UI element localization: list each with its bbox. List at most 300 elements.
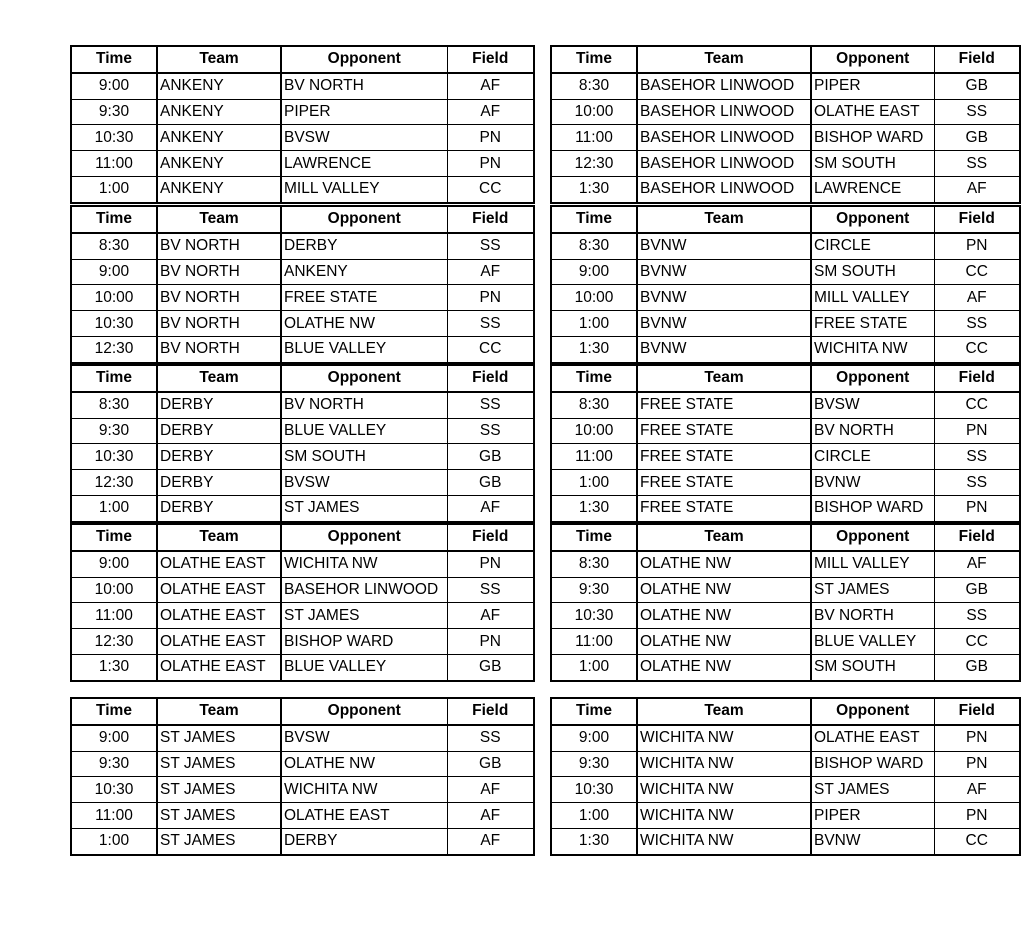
header-opponent: Opponent <box>811 365 934 392</box>
cell-time: 10:00 <box>71 577 157 603</box>
cell-team: BV NORTH <box>157 233 281 259</box>
table-row <box>551 654 1020 680</box>
table-row <box>71 73 534 99</box>
cell-time: 1:30 <box>551 495 637 521</box>
cell-time: 10:00 <box>551 285 637 311</box>
cell-field: CC <box>447 176 534 202</box>
table-row <box>551 495 1020 521</box>
cell-time: 9:30 <box>551 577 637 603</box>
table-row <box>71 233 534 259</box>
cell-team: ST JAMES <box>157 828 281 854</box>
cell-field: PN <box>447 125 534 151</box>
table-row <box>71 551 534 577</box>
table-header-row <box>71 206 534 233</box>
cell-field: SS <box>447 392 534 418</box>
cell-team: WICHITA NW <box>637 803 811 829</box>
cell-opponent: OLATHE NW <box>281 751 447 777</box>
header-opponent: Opponent <box>811 46 934 73</box>
table-row <box>551 418 1020 444</box>
cell-field: GB <box>934 577 1020 603</box>
header-field: Field <box>447 365 534 392</box>
cell-team: DERBY <box>157 470 281 496</box>
header-time: Time <box>551 365 637 392</box>
schedule-table-free-state <box>550 364 1021 523</box>
cell-time: 10:30 <box>71 777 157 803</box>
cell-field: AF <box>934 777 1020 803</box>
cell-time: 10:30 <box>551 777 637 803</box>
cell-time: 1:00 <box>71 828 157 854</box>
header-team: Team <box>157 524 281 551</box>
table-row <box>551 151 1020 177</box>
header-time: Time <box>71 524 157 551</box>
cell-time: 10:30 <box>71 444 157 470</box>
cell-time: 8:30 <box>71 233 157 259</box>
table-row <box>71 418 534 444</box>
cell-opponent: SM SOUTH <box>811 151 934 177</box>
header-field: Field <box>447 46 534 73</box>
cell-team: DERBY <box>157 444 281 470</box>
cell-team: BV NORTH <box>157 259 281 285</box>
cell-time: 11:00 <box>71 803 157 829</box>
cell-field: SS <box>447 233 534 259</box>
table-row <box>551 176 1020 202</box>
cell-field: AF <box>447 259 534 285</box>
header-field: Field <box>447 206 534 233</box>
table-header-row <box>551 524 1020 551</box>
cell-team: FREE STATE <box>637 392 811 418</box>
header-field: Field <box>447 698 534 725</box>
cell-field: PN <box>934 418 1020 444</box>
cell-opponent: CIRCLE <box>811 444 934 470</box>
cell-time: 12:30 <box>71 336 157 362</box>
cell-team: ANKENY <box>157 73 281 99</box>
table-row <box>551 551 1020 577</box>
cell-opponent: BISHOP WARD <box>811 495 934 521</box>
cell-team: BASEHOR LINWOOD <box>637 73 811 99</box>
cell-time: 9:00 <box>71 259 157 285</box>
cell-time: 11:00 <box>71 603 157 629</box>
cell-field: GB <box>447 444 534 470</box>
cell-team: FREE STATE <box>637 418 811 444</box>
cell-time: 10:30 <box>71 125 157 151</box>
cell-time: 1:00 <box>71 495 157 521</box>
table-row <box>71 336 534 362</box>
cell-time: 1:00 <box>551 654 637 680</box>
cell-team: DERBY <box>157 418 281 444</box>
table-row <box>71 751 534 777</box>
cell-field: AF <box>447 99 534 125</box>
cell-team: BV NORTH <box>157 285 281 311</box>
cell-field: AF <box>447 777 534 803</box>
cell-team: WICHITA NW <box>637 751 811 777</box>
cell-opponent: BVSW <box>281 125 447 151</box>
cell-team: OLATHE NW <box>637 603 811 629</box>
table-row <box>551 73 1020 99</box>
cell-opponent: OLATHE NW <box>281 311 447 337</box>
header-time: Time <box>551 46 637 73</box>
cell-team: OLATHE NW <box>637 577 811 603</box>
cell-team: BVNW <box>637 311 811 337</box>
cell-team: OLATHE NW <box>637 654 811 680</box>
cell-field: AF <box>447 828 534 854</box>
cell-opponent: SM SOUTH <box>811 654 934 680</box>
table-row <box>71 259 534 285</box>
cell-team: OLATHE EAST <box>157 603 281 629</box>
cell-opponent: BLUE VALLEY <box>281 418 447 444</box>
cell-team: OLATHE EAST <box>157 629 281 655</box>
cell-opponent: BASEHOR LINWOOD <box>281 577 447 603</box>
cell-field: GB <box>934 73 1020 99</box>
table-row <box>71 392 534 418</box>
schedule-table-wichita-nw <box>550 697 1021 856</box>
cell-field: AF <box>934 285 1020 311</box>
cell-time: 8:30 <box>71 392 157 418</box>
table-row <box>71 125 534 151</box>
header-opponent: Opponent <box>281 206 447 233</box>
cell-team: OLATHE EAST <box>157 577 281 603</box>
cell-time: 1:00 <box>551 803 637 829</box>
table-row <box>551 99 1020 125</box>
header-team: Team <box>157 698 281 725</box>
cell-team: FREE STATE <box>637 470 811 496</box>
header-time: Time <box>71 698 157 725</box>
cell-opponent: BISHOP WARD <box>811 125 934 151</box>
cell-time: 11:00 <box>551 444 637 470</box>
cell-time: 1:30 <box>551 828 637 854</box>
cell-field: CC <box>934 828 1020 854</box>
cell-time: 9:00 <box>551 259 637 285</box>
cell-time: 10:00 <box>551 99 637 125</box>
cell-team: BASEHOR LINWOOD <box>637 99 811 125</box>
cell-field: SS <box>934 470 1020 496</box>
table-row <box>71 777 534 803</box>
cell-opponent: ST JAMES <box>811 577 934 603</box>
header-opponent: Opponent <box>811 206 934 233</box>
cell-opponent: ST JAMES <box>811 777 934 803</box>
cell-opponent: MILL VALLEY <box>811 285 934 311</box>
cell-time: 11:00 <box>551 629 637 655</box>
cell-team: OLATHE EAST <box>157 551 281 577</box>
cell-opponent: DERBY <box>281 233 447 259</box>
cell-team: WICHITA NW <box>637 828 811 854</box>
cell-field: SS <box>447 725 534 751</box>
table-row <box>551 577 1020 603</box>
cell-opponent: BV NORTH <box>281 392 447 418</box>
cell-field: PN <box>447 551 534 577</box>
cell-field: SS <box>934 151 1020 177</box>
table-row <box>71 151 534 177</box>
cell-time: 9:00 <box>71 73 157 99</box>
cell-field: GB <box>447 751 534 777</box>
cell-opponent: BISHOP WARD <box>811 751 934 777</box>
cell-field: SS <box>934 311 1020 337</box>
table-row <box>71 654 534 680</box>
table-row <box>551 629 1020 655</box>
cell-time: 10:00 <box>551 418 637 444</box>
cell-time: 12:30 <box>71 629 157 655</box>
cell-team: ANKENY <box>157 99 281 125</box>
header-team: Team <box>637 524 811 551</box>
cell-opponent: MILL VALLEY <box>811 551 934 577</box>
cell-field: PN <box>447 629 534 655</box>
schedule-table-derby <box>70 364 535 523</box>
table-row <box>71 629 534 655</box>
table-row <box>71 725 534 751</box>
cell-field: AF <box>447 803 534 829</box>
cell-field: PN <box>447 285 534 311</box>
header-team: Team <box>637 206 811 233</box>
schedule-table-bvnw <box>550 205 1021 364</box>
cell-team: FREE STATE <box>637 444 811 470</box>
cell-time: 1:30 <box>71 654 157 680</box>
table-row <box>71 495 534 521</box>
table-row <box>71 577 534 603</box>
cell-field: AF <box>934 551 1020 577</box>
cell-field: SS <box>447 577 534 603</box>
cell-team: DERBY <box>157 495 281 521</box>
cell-opponent: PIPER <box>811 803 934 829</box>
cell-time: 8:30 <box>551 392 637 418</box>
header-team: Team <box>157 46 281 73</box>
table-row <box>71 99 534 125</box>
schedule-table-basehor-linwood <box>550 45 1021 204</box>
schedule-table-ankeny <box>70 45 535 204</box>
cell-field: SS <box>447 311 534 337</box>
cell-opponent: FREE STATE <box>281 285 447 311</box>
table-row <box>71 803 534 829</box>
table-row <box>71 828 534 854</box>
cell-opponent: ST JAMES <box>281 603 447 629</box>
cell-team: BASEHOR LINWOOD <box>637 151 811 177</box>
cell-time: 8:30 <box>551 233 637 259</box>
cell-field: PN <box>934 725 1020 751</box>
header-opponent: Opponent <box>281 698 447 725</box>
header-opponent: Opponent <box>811 698 934 725</box>
table-row <box>551 470 1020 496</box>
cell-time: 9:30 <box>551 751 637 777</box>
schedule-table-olathe-east <box>70 523 535 682</box>
cell-team: OLATHE NW <box>637 551 811 577</box>
header-field: Field <box>934 46 1020 73</box>
cell-field: PN <box>934 751 1020 777</box>
header-time: Time <box>551 698 637 725</box>
cell-opponent: ST JAMES <box>281 495 447 521</box>
header-field: Field <box>934 206 1020 233</box>
cell-time: 9:30 <box>71 418 157 444</box>
header-field: Field <box>934 698 1020 725</box>
cell-field: GB <box>934 125 1020 151</box>
table-row <box>551 336 1020 362</box>
header-team: Team <box>157 206 281 233</box>
header-time: Time <box>71 206 157 233</box>
cell-time: 11:00 <box>551 125 637 151</box>
cell-opponent: BLUE VALLEY <box>281 336 447 362</box>
table-header-row <box>71 46 534 73</box>
cell-field: SS <box>934 603 1020 629</box>
header-team: Team <box>637 698 811 725</box>
cell-field: SS <box>934 444 1020 470</box>
cell-opponent: PIPER <box>811 73 934 99</box>
cell-opponent: OLATHE EAST <box>811 725 934 751</box>
cell-opponent: BV NORTH <box>811 603 934 629</box>
cell-time: 8:30 <box>551 73 637 99</box>
table-row <box>551 603 1020 629</box>
table-row <box>551 285 1020 311</box>
cell-time: 12:30 <box>551 151 637 177</box>
cell-opponent: SM SOUTH <box>281 444 447 470</box>
cell-opponent: BVSW <box>281 470 447 496</box>
cell-time: 10:30 <box>71 311 157 337</box>
cell-field: CC <box>934 392 1020 418</box>
cell-opponent: PIPER <box>281 99 447 125</box>
table-row <box>71 176 534 202</box>
table-row <box>71 470 534 496</box>
table-row <box>551 311 1020 337</box>
cell-team: ANKENY <box>157 176 281 202</box>
cell-time: 1:00 <box>71 176 157 202</box>
cell-time: 9:00 <box>551 725 637 751</box>
schedule-table-st-james <box>70 697 535 856</box>
table-row <box>71 603 534 629</box>
cell-opponent: BVSW <box>811 392 934 418</box>
cell-field: CC <box>447 336 534 362</box>
cell-team: ST JAMES <box>157 751 281 777</box>
cell-opponent: LAWRENCE <box>811 176 934 202</box>
table-row <box>71 285 534 311</box>
table-row <box>551 444 1020 470</box>
table-header-row <box>551 365 1020 392</box>
cell-time: 10:00 <box>71 285 157 311</box>
cell-team: ST JAMES <box>157 777 281 803</box>
cell-field: CC <box>934 259 1020 285</box>
cell-team: BV NORTH <box>157 336 281 362</box>
cell-opponent: BVNW <box>811 828 934 854</box>
cell-team: BVNW <box>637 233 811 259</box>
cell-time: 9:30 <box>71 99 157 125</box>
cell-opponent: BV NORTH <box>281 73 447 99</box>
table-header-row <box>71 365 534 392</box>
cell-field: PN <box>447 151 534 177</box>
cell-time: 12:30 <box>71 470 157 496</box>
table-row <box>551 828 1020 854</box>
cell-field: GB <box>447 470 534 496</box>
cell-field: AF <box>447 73 534 99</box>
cell-field: GB <box>934 654 1020 680</box>
cell-time: 9:00 <box>71 725 157 751</box>
cell-field: GB <box>447 654 534 680</box>
cell-team: WICHITA NW <box>637 725 811 751</box>
header-time: Time <box>551 206 637 233</box>
header-team: Team <box>637 46 811 73</box>
cell-field: PN <box>934 233 1020 259</box>
cell-opponent: OLATHE EAST <box>281 803 447 829</box>
header-field: Field <box>934 365 1020 392</box>
table-row <box>551 751 1020 777</box>
cell-opponent: CIRCLE <box>811 233 934 259</box>
cell-time: 1:30 <box>551 176 637 202</box>
cell-opponent: BLUE VALLEY <box>281 654 447 680</box>
header-team: Team <box>157 365 281 392</box>
cell-opponent: ANKENY <box>281 259 447 285</box>
cell-team: BVNW <box>637 259 811 285</box>
cell-opponent: MILL VALLEY <box>281 176 447 202</box>
table-row <box>551 259 1020 285</box>
cell-team: ST JAMES <box>157 725 281 751</box>
table-header-row <box>71 524 534 551</box>
cell-field: SS <box>447 418 534 444</box>
table-row <box>551 777 1020 803</box>
cell-team: BVNW <box>637 336 811 362</box>
cell-opponent: BVSW <box>281 725 447 751</box>
cell-time: 11:00 <box>71 151 157 177</box>
header-time: Time <box>71 46 157 73</box>
cell-team: WICHITA NW <box>637 777 811 803</box>
cell-field: AF <box>447 603 534 629</box>
cell-opponent: BV NORTH <box>811 418 934 444</box>
header-opponent: Opponent <box>281 365 447 392</box>
header-team: Team <box>637 365 811 392</box>
cell-team: BASEHOR LINWOOD <box>637 125 811 151</box>
cell-field: SS <box>934 99 1020 125</box>
header-opponent: Opponent <box>811 524 934 551</box>
cell-field: AF <box>934 176 1020 202</box>
cell-team: OLATHE NW <box>637 629 811 655</box>
table-row <box>71 311 534 337</box>
cell-opponent: OLATHE EAST <box>811 99 934 125</box>
table-row <box>551 125 1020 151</box>
cell-time: 9:30 <box>71 751 157 777</box>
header-time: Time <box>71 365 157 392</box>
cell-team: ANKENY <box>157 151 281 177</box>
cell-opponent: WICHITA NW <box>811 336 934 362</box>
table-header-row <box>71 698 534 725</box>
header-opponent: Opponent <box>281 46 447 73</box>
cell-time: 1:30 <box>551 336 637 362</box>
header-field: Field <box>447 524 534 551</box>
cell-time: 8:30 <box>551 551 637 577</box>
cell-team: BASEHOR LINWOOD <box>637 176 811 202</box>
table-header-row <box>551 698 1020 725</box>
cell-time: 1:00 <box>551 470 637 496</box>
cell-time: 9:00 <box>71 551 157 577</box>
table-row <box>551 392 1020 418</box>
schedule-table-bv-north <box>70 205 535 364</box>
table-row <box>551 803 1020 829</box>
cell-opponent: BISHOP WARD <box>281 629 447 655</box>
cell-opponent: LAWRENCE <box>281 151 447 177</box>
cell-team: BVNW <box>637 285 811 311</box>
cell-field: PN <box>934 803 1020 829</box>
cell-team: OLATHE EAST <box>157 654 281 680</box>
cell-field: CC <box>934 629 1020 655</box>
cell-team: FREE STATE <box>637 495 811 521</box>
schedule-table-olathe-nw <box>550 523 1021 682</box>
header-field: Field <box>934 524 1020 551</box>
cell-opponent: BVNW <box>811 470 934 496</box>
cell-field: CC <box>934 336 1020 362</box>
table-row <box>551 725 1020 751</box>
table-header-row <box>551 206 1020 233</box>
cell-time: 1:00 <box>551 311 637 337</box>
table-row <box>551 233 1020 259</box>
header-opponent: Opponent <box>281 524 447 551</box>
cell-team: ST JAMES <box>157 803 281 829</box>
table-row <box>71 444 534 470</box>
cell-opponent: SM SOUTH <box>811 259 934 285</box>
cell-opponent: WICHITA NW <box>281 777 447 803</box>
cell-opponent: DERBY <box>281 828 447 854</box>
cell-field: AF <box>447 495 534 521</box>
